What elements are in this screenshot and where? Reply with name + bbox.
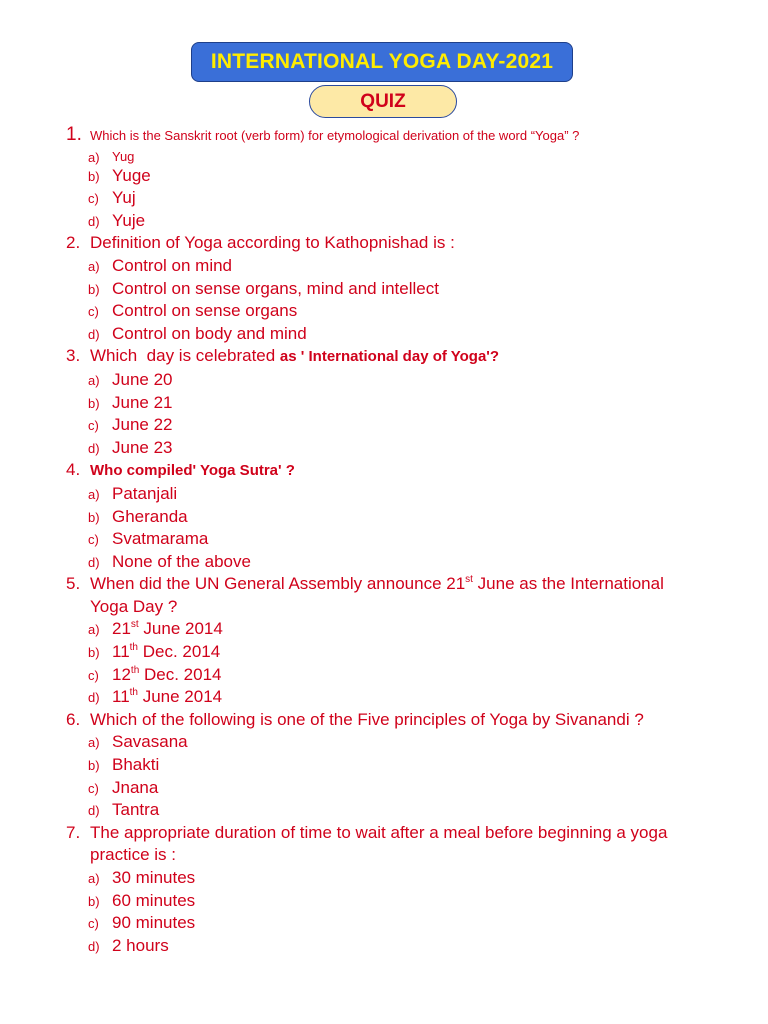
option <box>88 323 726 346</box>
option-letter: c) <box>88 532 99 548</box>
question-4 <box>66 459 726 483</box>
option <box>88 506 726 529</box>
option <box>88 528 726 551</box>
option-letter: d) <box>88 554 100 570</box>
question-7 <box>66 822 726 867</box>
question-text: The appropriate duration of time to wait after a meal before beginning a yoga <box>90 822 668 842</box>
question-text-tail: June as the International <box>472 574 664 594</box>
option-text: 2 hours <box>112 935 169 955</box>
option-text: Yuje <box>112 210 146 230</box>
question-text: Definition of Yoga according to Kathopnishad is : <box>90 233 455 253</box>
option <box>88 392 726 415</box>
option <box>88 641 726 664</box>
option-day: 11 <box>112 642 130 662</box>
option-text: June 21 <box>112 392 173 412</box>
question-text-continued: practice is : <box>90 845 176 865</box>
ordinal-suffix: th <box>129 642 138 654</box>
option-letter: a) <box>88 622 100 638</box>
question-3 <box>66 345 726 369</box>
option-day: 12 <box>112 664 131 684</box>
option <box>88 867 726 890</box>
option-letter: a) <box>88 258 100 274</box>
question-text: When did the UN General Assembly announce 21 <box>90 574 466 594</box>
option <box>88 618 726 641</box>
option-letter: b) <box>88 645 100 661</box>
option-text: Dec. 2014 <box>139 664 222 684</box>
question-number: 5. <box>66 574 81 594</box>
option-day: 21 <box>112 619 131 639</box>
question-text-emphasis: as ' International day of Yoga'? <box>279 348 500 366</box>
option-letter: d) <box>88 326 100 342</box>
option-text: None of the above <box>112 551 251 571</box>
question-2 <box>66 232 726 255</box>
question-text: Which is the Sanskrit root (verb form) for etymological derivation of the word “Yoga” ? <box>90 128 580 143</box>
quiz-badge <box>309 85 457 118</box>
question-number: 6. <box>66 709 81 729</box>
option-text: June 22 <box>112 415 173 435</box>
option <box>88 187 726 210</box>
option-letter: a) <box>88 486 100 502</box>
option-text: Savasana <box>112 732 188 752</box>
option-letter: b) <box>88 509 100 525</box>
option <box>88 437 726 460</box>
option-letter: d) <box>88 440 100 456</box>
option-text: Yug <box>112 148 135 164</box>
option-text: Control on sense organs, mind and intellect <box>112 278 439 298</box>
option-text: June 23 <box>112 437 173 457</box>
option-letter: b) <box>88 281 100 297</box>
option-text: Yuge <box>112 165 151 185</box>
option-letter: a) <box>88 735 100 751</box>
options-5 <box>66 618 726 708</box>
option <box>88 686 726 709</box>
option-day: 11 <box>112 687 130 707</box>
option <box>88 664 726 687</box>
option-letter: c) <box>88 780 99 796</box>
option <box>88 754 726 777</box>
option <box>88 935 726 958</box>
page-title: INTERNATIONAL YOGA DAY-2021 <box>210 50 554 73</box>
option <box>88 210 726 233</box>
option-letter: c) <box>88 191 99 207</box>
option <box>88 414 726 437</box>
option <box>88 278 726 301</box>
option-text: Control on body and mind <box>112 323 307 343</box>
option <box>88 551 726 574</box>
option-letter: c) <box>88 667 99 683</box>
question-list <box>66 124 726 957</box>
ordinal-suffix: th <box>130 664 140 676</box>
option-letter: b) <box>88 395 100 411</box>
option <box>88 300 726 323</box>
option-text: Yuj <box>112 188 136 208</box>
option-letter: c) <box>88 418 99 434</box>
ordinal-suffix: th <box>129 687 138 699</box>
ordinal-suffix: st <box>465 574 473 586</box>
title-banner <box>191 42 573 82</box>
option-text: Control on sense organs <box>112 301 298 321</box>
options-3 <box>66 369 726 459</box>
option-letter: b) <box>88 168 100 184</box>
option-text: 30 minutes <box>112 868 196 887</box>
option <box>88 148 726 165</box>
option <box>88 890 726 913</box>
option-text: June 2014 <box>138 619 223 639</box>
option-text: Jnana <box>112 777 159 797</box>
option-letter: d) <box>88 938 100 954</box>
question-text: Which of the following is one of the Five principles of Yoga by Sivanandi ? <box>90 709 644 729</box>
options-7 <box>66 867 726 957</box>
option-letter: d) <box>88 690 100 706</box>
option <box>88 799 726 822</box>
option-text: Tantra <box>112 800 160 820</box>
options-6 <box>66 731 726 821</box>
option-letter: a) <box>88 871 100 886</box>
option-text: Bhakti <box>112 755 160 775</box>
option-text: Patanjali <box>112 483 178 503</box>
option <box>88 369 726 392</box>
question-number: 1. <box>66 124 82 145</box>
option-letter: c) <box>88 916 99 932</box>
options-1 <box>66 148 726 233</box>
option-text: June 2014 <box>138 687 223 707</box>
question-5 <box>66 573 726 618</box>
question-number: 4. <box>66 460 81 480</box>
option-text: Svatmarama <box>112 529 209 549</box>
question-number: 7. <box>66 822 81 842</box>
option-letter: b) <box>88 893 100 909</box>
ordinal-suffix: st <box>130 619 139 631</box>
option-letter: b) <box>88 758 100 774</box>
question-1 <box>66 124 726 148</box>
question-text: Which day is celebrated <box>90 346 280 366</box>
option <box>88 777 726 800</box>
options-4 <box>66 483 726 573</box>
option-text: 90 minutes <box>112 913 196 933</box>
option-text: Control on mind <box>112 255 233 275</box>
option-letter: a) <box>88 372 100 388</box>
question-number: 2. <box>66 233 81 253</box>
question-text: Who compiled' Yoga Sutra' ? <box>90 462 295 480</box>
option-letter: a) <box>88 149 100 165</box>
option-text: June 20 <box>112 369 173 389</box>
option <box>88 483 726 506</box>
options-2 <box>66 255 726 345</box>
option-letter: c) <box>88 304 99 320</box>
question-number: 3. <box>66 346 81 366</box>
option <box>88 731 726 754</box>
question-text-continued: Yoga Day ? <box>90 596 178 616</box>
option-letter: d) <box>88 213 100 229</box>
option <box>88 255 726 278</box>
question-6 <box>66 709 726 732</box>
option <box>88 165 726 188</box>
option-text: Gheranda <box>112 506 188 526</box>
option-letter: d) <box>88 803 100 819</box>
option <box>88 912 726 935</box>
option-text: 60 minutes <box>112 890 196 910</box>
option-text: Dec. 2014 <box>138 642 221 662</box>
quiz-label: QUIZ <box>360 90 406 112</box>
